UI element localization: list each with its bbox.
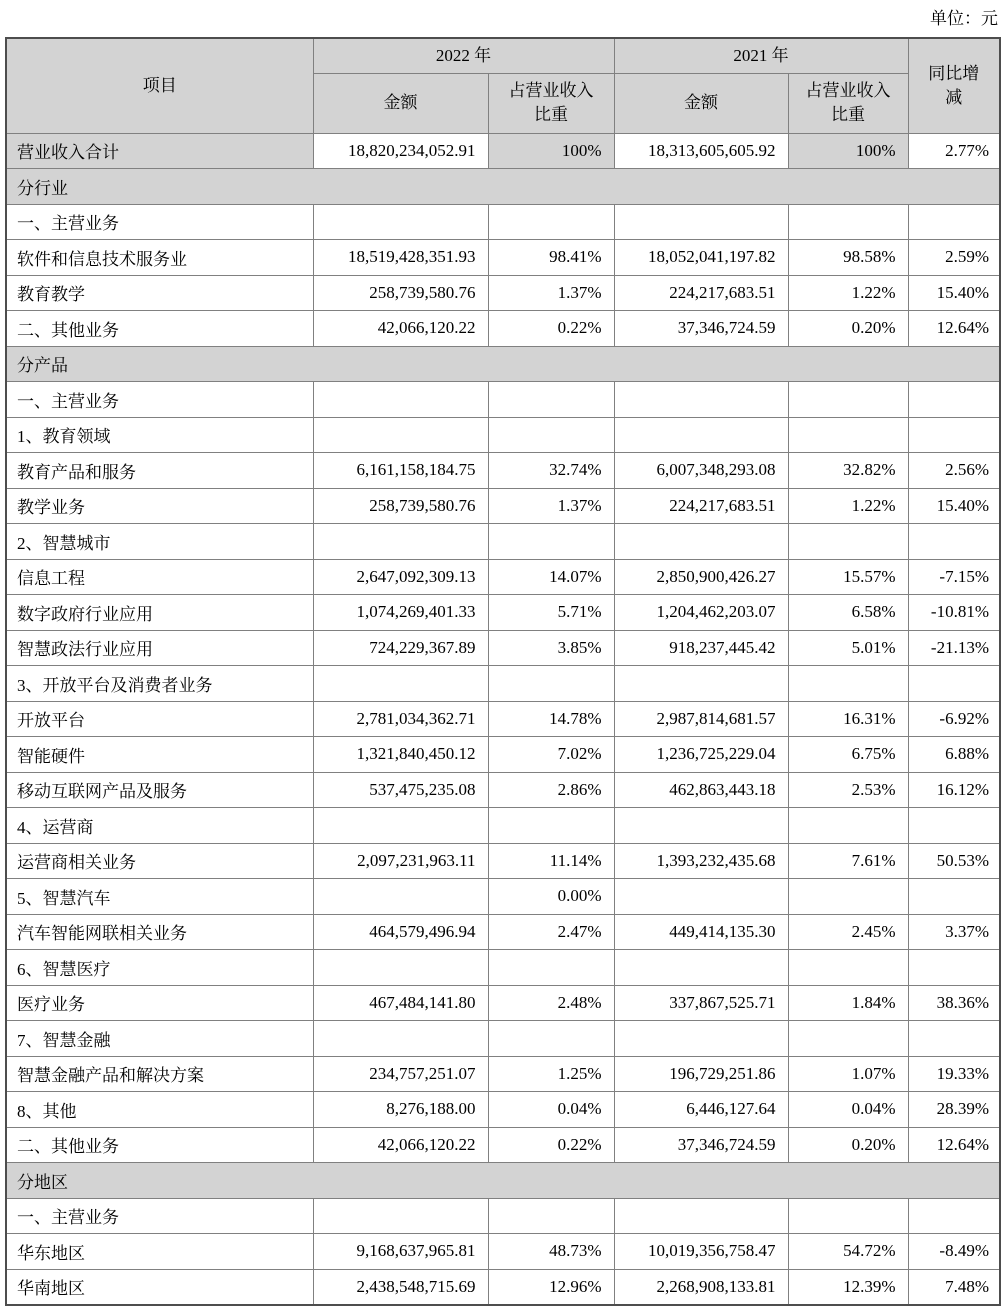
proportion-2021: 15.57% xyxy=(788,559,908,595)
section-header-label: 分行业 xyxy=(6,169,1000,205)
table-row xyxy=(6,1198,1000,1234)
yoy-change: 28.39% xyxy=(908,1092,1000,1128)
proportion-2021: 1.22% xyxy=(788,488,908,524)
row-label: 智慧金融产品和解决方案 xyxy=(6,1056,313,1092)
proportion-2021: 1.84% xyxy=(788,985,908,1021)
proportion-2022: 1.25% xyxy=(488,1056,614,1092)
yoy-change: 2.56% xyxy=(908,453,1000,489)
amount-2021 xyxy=(614,1021,788,1057)
yoy-change xyxy=(908,879,1000,915)
amount-2021: 1,393,232,435.68 xyxy=(614,843,788,879)
amount-2022: 258,739,580.76 xyxy=(313,275,488,311)
amount-2021 xyxy=(614,204,788,240)
table-row xyxy=(6,630,1000,666)
row-label: 华南地区 xyxy=(6,1269,313,1305)
row-label: 信息工程 xyxy=(6,559,313,595)
amount-2022: 8,276,188.00 xyxy=(313,1092,488,1128)
proportion-2022: 0.22% xyxy=(488,1127,614,1163)
amount-2021: 6,007,348,293.08 xyxy=(614,453,788,489)
yoy-change xyxy=(908,524,1000,560)
yoy-change: 3.37% xyxy=(908,914,1000,950)
amount-2021 xyxy=(614,950,788,986)
revenue-breakdown-table xyxy=(5,37,1001,1306)
proportion-2022 xyxy=(488,1021,614,1057)
header-row-years xyxy=(6,38,1000,73)
proportion-2021 xyxy=(788,382,908,418)
row-label: 4、运营商 xyxy=(6,808,313,844)
proportion-2021: 1.22% xyxy=(788,275,908,311)
yoy-change xyxy=(908,204,1000,240)
row-label: 5、智慧汽车 xyxy=(6,879,313,915)
col-header-year-2021: 2021 年 xyxy=(614,38,908,73)
proportion-2021: 2.45% xyxy=(788,914,908,950)
table-row xyxy=(6,879,1000,915)
amount-2021: 918,237,445.42 xyxy=(614,630,788,666)
table-row xyxy=(6,275,1000,311)
table-row xyxy=(6,488,1000,524)
table-row xyxy=(6,1269,1000,1305)
table-header xyxy=(6,38,1000,133)
table-row xyxy=(6,701,1000,737)
row-label: 2、智慧城市 xyxy=(6,524,313,560)
amount-2022 xyxy=(313,1198,488,1234)
table-row xyxy=(6,843,1000,879)
section-header-label: 分地区 xyxy=(6,1163,1000,1199)
proportion-2021: 16.31% xyxy=(788,701,908,737)
amount-2022: 2,647,092,309.13 xyxy=(313,559,488,595)
proportion-2021 xyxy=(788,1198,908,1234)
amount-2022: 467,484,141.80 xyxy=(313,985,488,1021)
amount-2022: 1,074,269,401.33 xyxy=(313,595,488,631)
amount-2021: 18,052,041,197.82 xyxy=(614,240,788,276)
amount-2021: 196,729,251.86 xyxy=(614,1056,788,1092)
table-row xyxy=(6,240,1000,276)
proportion-2021 xyxy=(788,204,908,240)
proportion-2022 xyxy=(488,666,614,702)
proportion-2022: 12.96% xyxy=(488,1269,614,1305)
proportion-2022: 48.73% xyxy=(488,1234,614,1270)
proportion-2021: 32.82% xyxy=(788,453,908,489)
amount-2021: 6,446,127.64 xyxy=(614,1092,788,1128)
amount-2021: 449,414,135.30 xyxy=(614,914,788,950)
amount-2021: 224,217,683.51 xyxy=(614,488,788,524)
proportion-2021: 0.20% xyxy=(788,311,908,347)
proportion-2021: 6.58% xyxy=(788,595,908,631)
row-label: 软件和信息技术服务业 xyxy=(6,240,313,276)
yoy-change: -6.92% xyxy=(908,701,1000,737)
table-row xyxy=(6,1092,1000,1128)
proportion-2022 xyxy=(488,204,614,240)
yoy-change xyxy=(908,666,1000,702)
section-row xyxy=(6,346,1000,382)
proportion-2021 xyxy=(788,1021,908,1057)
amount-2022 xyxy=(313,1021,488,1057)
amount-2022: 1,321,840,450.12 xyxy=(313,737,488,773)
proportion-2022 xyxy=(488,808,614,844)
section-header-label: 分产品 xyxy=(6,346,1000,382)
proportion-2022: 0.22% xyxy=(488,311,614,347)
amount-2021: 37,346,724.59 xyxy=(614,1127,788,1163)
amount-2022: 6,161,158,184.75 xyxy=(313,453,488,489)
amount-2021 xyxy=(614,524,788,560)
proportion-2022: 2.86% xyxy=(488,772,614,808)
yoy-change xyxy=(908,1021,1000,1057)
table-row xyxy=(6,204,1000,240)
row-label: 开放平台 xyxy=(6,701,313,737)
amount-2022 xyxy=(313,879,488,915)
proportion-2022 xyxy=(488,524,614,560)
table-row xyxy=(6,1127,1000,1163)
table-row xyxy=(6,1234,1000,1270)
amount-2021: 2,987,814,681.57 xyxy=(614,701,788,737)
amount-2021 xyxy=(614,808,788,844)
row-label: 移动互联网产品及服务 xyxy=(6,772,313,808)
amount-2021 xyxy=(614,879,788,915)
row-label: 智能硬件 xyxy=(6,737,313,773)
proportion-2021: 7.61% xyxy=(788,843,908,879)
table-row xyxy=(6,595,1000,631)
col-header-proportion-2022: 占营业收入比重 xyxy=(488,73,614,133)
yoy-change: 15.40% xyxy=(908,275,1000,311)
proportion-2022 xyxy=(488,950,614,986)
row-label: 一、主营业务 xyxy=(6,1198,313,1234)
table-row xyxy=(6,808,1000,844)
table-row xyxy=(6,985,1000,1021)
table-row xyxy=(6,737,1000,773)
amount-2022: 2,781,034,362.71 xyxy=(313,701,488,737)
row-label: 一、主营业务 xyxy=(6,204,313,240)
row-label: 1、教育领域 xyxy=(6,417,313,453)
proportion-2022: 3.85% xyxy=(488,630,614,666)
table-row xyxy=(6,914,1000,950)
amount-2021: 224,217,683.51 xyxy=(614,275,788,311)
proportion-2022: 2.47% xyxy=(488,914,614,950)
col-header-amount-2021: 金额 xyxy=(614,73,788,133)
section-row xyxy=(6,1163,1000,1199)
yoy-change: -10.81% xyxy=(908,595,1000,631)
proportion-2022: 98.41% xyxy=(488,240,614,276)
proportion-2021 xyxy=(788,808,908,844)
proportion-2022: 0.00% xyxy=(488,879,614,915)
yoy-change xyxy=(908,950,1000,986)
row-label: 二、其他业务 xyxy=(6,1127,313,1163)
table-row xyxy=(6,1056,1000,1092)
col-header-amount-2022: 金额 xyxy=(313,73,488,133)
amount-2022 xyxy=(313,204,488,240)
yoy-change xyxy=(908,382,1000,418)
proportion-2021: 0.04% xyxy=(788,1092,908,1128)
proportion-2022: 14.78% xyxy=(488,701,614,737)
row-label: 教学业务 xyxy=(6,488,313,524)
row-label: 汽车智能网联相关业务 xyxy=(6,914,313,950)
proportion-2021: 12.39% xyxy=(788,1269,908,1305)
yoy-change: 50.53% xyxy=(908,843,1000,879)
proportion-2021: 100% xyxy=(788,133,908,169)
row-label: 教育教学 xyxy=(6,275,313,311)
row-label: 一、主营业务 xyxy=(6,382,313,418)
amount-2022: 724,229,367.89 xyxy=(313,630,488,666)
proportion-2022: 5.71% xyxy=(488,595,614,631)
amount-2021 xyxy=(614,417,788,453)
yoy-change: 6.88% xyxy=(908,737,1000,773)
amount-2021: 18,313,605,605.92 xyxy=(614,133,788,169)
table-row xyxy=(6,524,1000,560)
row-label: 运营商相关业务 xyxy=(6,843,313,879)
proportion-2021: 54.72% xyxy=(788,1234,908,1270)
proportion-2021: 98.58% xyxy=(788,240,908,276)
proportion-2022: 14.07% xyxy=(488,559,614,595)
yoy-change xyxy=(908,1198,1000,1234)
proportion-2022: 100% xyxy=(488,133,614,169)
table-body xyxy=(6,133,1000,1305)
proportion-2021: 5.01% xyxy=(788,630,908,666)
row-label: 8、其他 xyxy=(6,1092,313,1128)
yoy-change: 12.64% xyxy=(908,311,1000,347)
section-row xyxy=(6,169,1000,205)
table-row xyxy=(6,666,1000,702)
amount-2021 xyxy=(614,1198,788,1234)
row-label: 7、智慧金融 xyxy=(6,1021,313,1057)
yoy-change: 16.12% xyxy=(908,772,1000,808)
proportion-2022: 1.37% xyxy=(488,488,614,524)
yoy-change: 12.64% xyxy=(908,1127,1000,1163)
col-header-yoy: 同比增减 xyxy=(908,38,1000,133)
amount-2022 xyxy=(313,524,488,560)
table-row xyxy=(6,311,1000,347)
proportion-2022: 7.02% xyxy=(488,737,614,773)
amount-2021: 462,863,443.18 xyxy=(614,772,788,808)
yoy-change xyxy=(908,417,1000,453)
amount-2021: 2,850,900,426.27 xyxy=(614,559,788,595)
proportion-2022: 1.37% xyxy=(488,275,614,311)
proportion-2022: 32.74% xyxy=(488,453,614,489)
amount-2021: 10,019,356,758.47 xyxy=(614,1234,788,1270)
yoy-change: -8.49% xyxy=(908,1234,1000,1270)
table-row xyxy=(6,772,1000,808)
amount-2022: 2,097,231,963.11 xyxy=(313,843,488,879)
proportion-2021 xyxy=(788,666,908,702)
proportion-2021 xyxy=(788,879,908,915)
col-header-year-2022: 2022 年 xyxy=(313,38,614,73)
amount-2021 xyxy=(614,382,788,418)
proportion-2022: 0.04% xyxy=(488,1092,614,1128)
amount-2022: 464,579,496.94 xyxy=(313,914,488,950)
amount-2022: 42,066,120.22 xyxy=(313,311,488,347)
amount-2022: 18,519,428,351.93 xyxy=(313,240,488,276)
proportion-2021 xyxy=(788,417,908,453)
col-header-item: 项目 xyxy=(6,38,313,133)
col-header-proportion-2021: 占营业收入比重 xyxy=(788,73,908,133)
row-label: 教育产品和服务 xyxy=(6,453,313,489)
amount-2022: 9,168,637,965.81 xyxy=(313,1234,488,1270)
proportion-2021 xyxy=(788,524,908,560)
yoy-change: 38.36% xyxy=(908,985,1000,1021)
amount-2022 xyxy=(313,382,488,418)
proportion-2022 xyxy=(488,1198,614,1234)
proportion-2021 xyxy=(788,950,908,986)
amount-2022 xyxy=(313,950,488,986)
table-row xyxy=(6,950,1000,986)
amount-2021: 1,236,725,229.04 xyxy=(614,737,788,773)
amount-2022: 537,475,235.08 xyxy=(313,772,488,808)
table-row xyxy=(6,453,1000,489)
amount-2021: 1,204,462,203.07 xyxy=(614,595,788,631)
yoy-change: -21.13% xyxy=(908,630,1000,666)
yoy-change: -7.15% xyxy=(908,559,1000,595)
amount-2022: 258,739,580.76 xyxy=(313,488,488,524)
amount-2022 xyxy=(313,417,488,453)
proportion-2022 xyxy=(488,417,614,453)
row-label: 营业收入合计 xyxy=(6,133,313,169)
amount-2021 xyxy=(614,666,788,702)
row-label: 3、开放平台及消费者业务 xyxy=(6,666,313,702)
row-label: 二、其他业务 xyxy=(6,311,313,347)
amount-2022: 2,438,548,715.69 xyxy=(313,1269,488,1305)
proportion-2021: 2.53% xyxy=(788,772,908,808)
row-label: 智慧政法行业应用 xyxy=(6,630,313,666)
table-row xyxy=(6,417,1000,453)
table-row xyxy=(6,559,1000,595)
amount-2022: 234,757,251.07 xyxy=(313,1056,488,1092)
yoy-change: 7.48% xyxy=(908,1269,1000,1305)
amount-2021: 37,346,724.59 xyxy=(614,311,788,347)
amount-2022 xyxy=(313,666,488,702)
yoy-change: 15.40% xyxy=(908,488,1000,524)
proportion-2021: 0.20% xyxy=(788,1127,908,1163)
proportion-2021: 6.75% xyxy=(788,737,908,773)
row-label: 数字政府行业应用 xyxy=(6,595,313,631)
row-label: 华东地区 xyxy=(6,1234,313,1270)
proportion-2022 xyxy=(488,382,614,418)
yoy-change: 19.33% xyxy=(908,1056,1000,1092)
amount-2022: 18,820,234,052.91 xyxy=(313,133,488,169)
proportion-2022: 2.48% xyxy=(488,985,614,1021)
yoy-change xyxy=(908,808,1000,844)
table-row xyxy=(6,1021,1000,1057)
unit-label: 单位：元 xyxy=(930,9,998,28)
yoy-change: 2.77% xyxy=(908,133,1000,169)
row-label: 医疗业务 xyxy=(6,985,313,1021)
amount-2022: 42,066,120.22 xyxy=(313,1127,488,1163)
amount-2022 xyxy=(313,808,488,844)
proportion-2022: 11.14% xyxy=(488,843,614,879)
table-row xyxy=(6,133,1000,169)
row-label: 6、智慧医疗 xyxy=(6,950,313,986)
table-row xyxy=(6,382,1000,418)
yoy-change: 2.59% xyxy=(908,240,1000,276)
proportion-2021: 1.07% xyxy=(788,1056,908,1092)
amount-2021: 337,867,525.71 xyxy=(614,985,788,1021)
amount-2021: 2,268,908,133.81 xyxy=(614,1269,788,1305)
